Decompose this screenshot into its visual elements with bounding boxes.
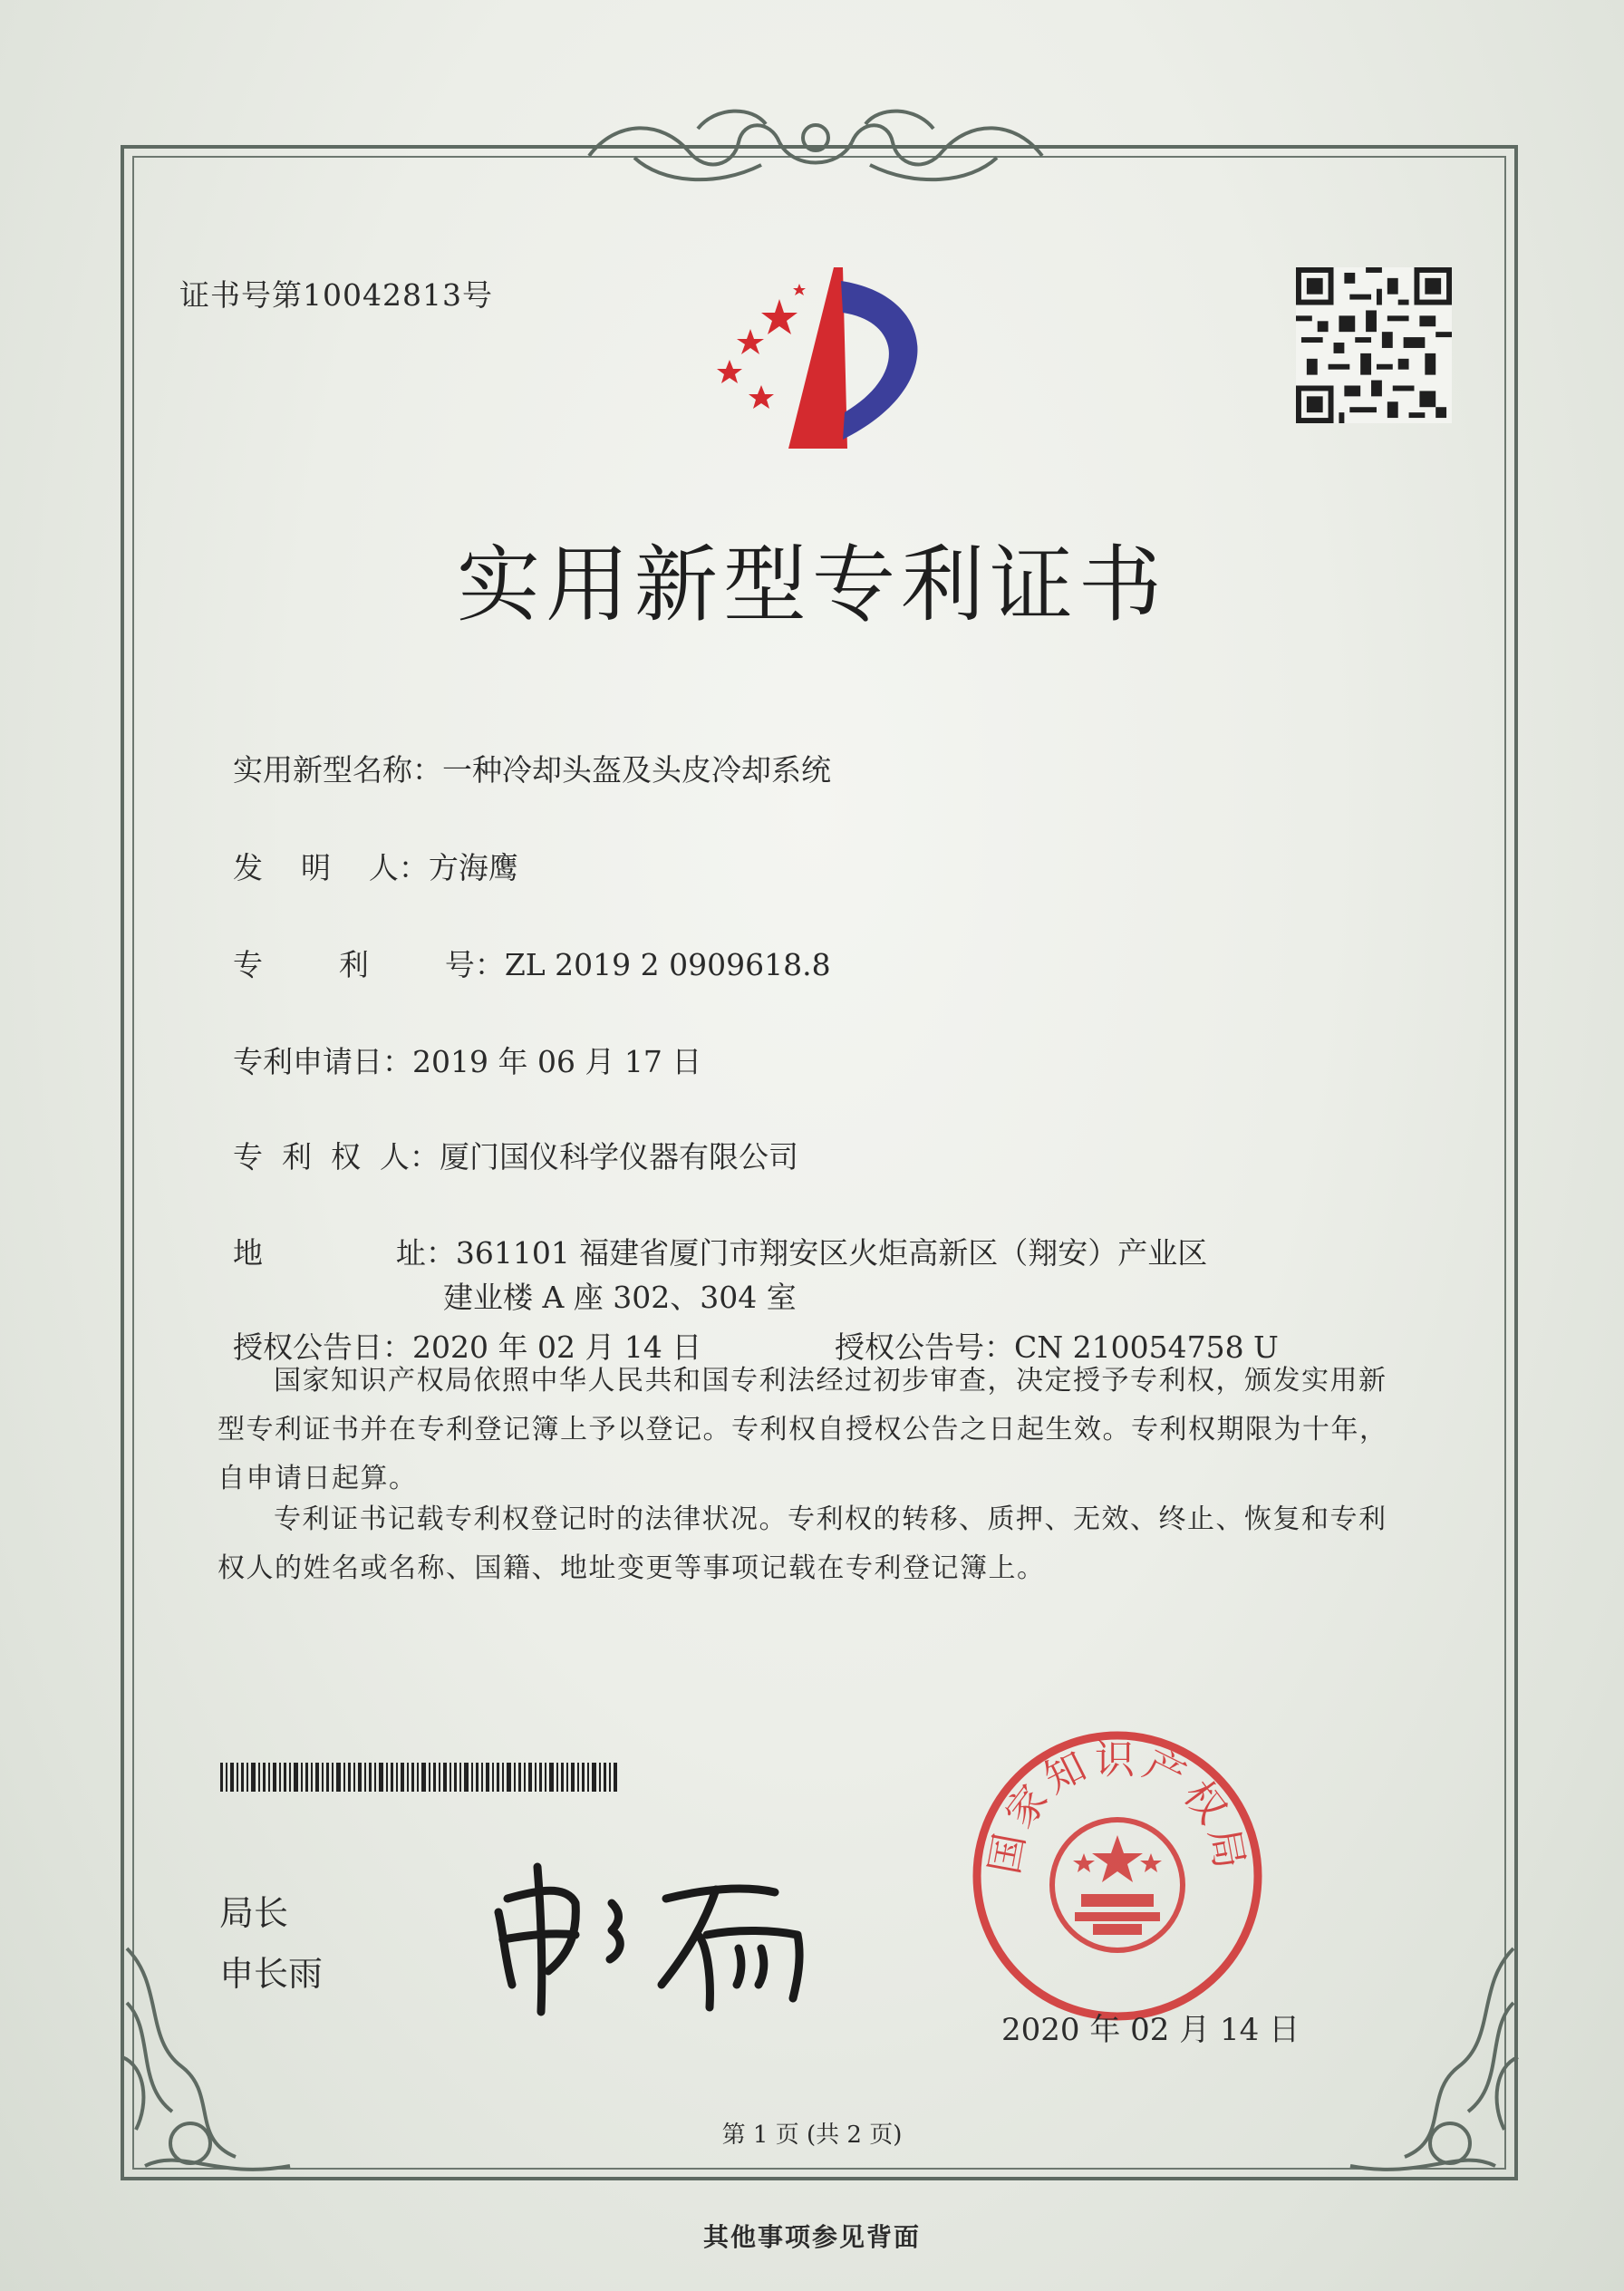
- field-label: 专 利 权 人：: [232, 1139, 440, 1174]
- director-title: 局长: [219, 1893, 289, 1933]
- field-value: 一种冷却头盔及头皮冷却系统: [441, 752, 831, 788]
- field-label: 授权公告号：: [834, 1329, 1014, 1365]
- field-application-date: [214, 1003, 701, 1081]
- field-label: 发 明 人：: [232, 850, 429, 885]
- qr-code-icon: [1296, 267, 1452, 423]
- field-value: ZL 2019 2 0909618.8: [504, 947, 831, 982]
- seal-date: 2020 年 02 月 14 日: [1001, 2012, 1300, 2048]
- field-grant-publication-number: [816, 1289, 1279, 1367]
- field-utility-model-name: [214, 711, 831, 789]
- field-label: 地 址：: [232, 1235, 456, 1271]
- field-value: 361101 福建省厦门市翔安区火炬高新区（翔安）产业区: [455, 1235, 1208, 1271]
- seal-text: 国家知识产权局: [981, 1736, 1254, 1878]
- field-label: 专利申请日：: [232, 1044, 412, 1079]
- field-value: 厦门国仪科学仪器有限公司: [439, 1139, 798, 1174]
- top-ornament: [580, 102, 1051, 192]
- official-seal-icon: [968, 1726, 1267, 2025]
- certificate-title: 实用新型专利证书: [456, 536, 1167, 633]
- field-label: 授权公告日：: [232, 1329, 412, 1365]
- paragraph-grant: 国家知识产权局依照中华人民共和国专利法经过初步审查，决定授予专利权，颁发实用新型专利证书并在专利登记簿上予以登记。专利权自授权公告之日起生效。专利权期限为十年，自申请日起算。: [218, 1365, 1388, 1494]
- field-value: 建业楼 A 座 302、304 室: [442, 1280, 797, 1315]
- field-value: 方海鹰: [428, 850, 518, 885]
- field-label: 实用新型名称：: [232, 752, 442, 788]
- director-name: 申长雨: [219, 1954, 324, 1994]
- field-value: 2019 年 06 月 17 日: [411, 1044, 702, 1079]
- field-inventor: [214, 809, 518, 887]
- footer-note: 其他事项参见背面: [702, 2222, 921, 2252]
- cnipa-logo-icon: [698, 258, 942, 458]
- right-corner-ornament: [1332, 1930, 1532, 2193]
- field-patentee: [214, 1098, 798, 1176]
- paragraph-legal-status: 专利证书记载专利权登记时的法律状况。专利权的转移、质押、无效、终止、恢复和专利权人的姓名或名称、国籍、地址变更等事项记载在专利登记簿上。: [218, 1503, 1387, 1584]
- certificate-number: 证书号第10042813号: [179, 277, 493, 313]
- barcode-icon: [220, 1763, 621, 1792]
- field-value: 2020 年 02 月 14 日: [411, 1329, 702, 1365]
- field-grant-date: [214, 1289, 701, 1367]
- signature-icon: [485, 1849, 820, 2021]
- page-number: 第 1 页 (共 2 页): [721, 2122, 903, 2149]
- field-label: 专 利 号：: [232, 947, 505, 982]
- field-value: CN 210054758 U: [1013, 1329, 1279, 1365]
- field-patent-number: [214, 906, 831, 984]
